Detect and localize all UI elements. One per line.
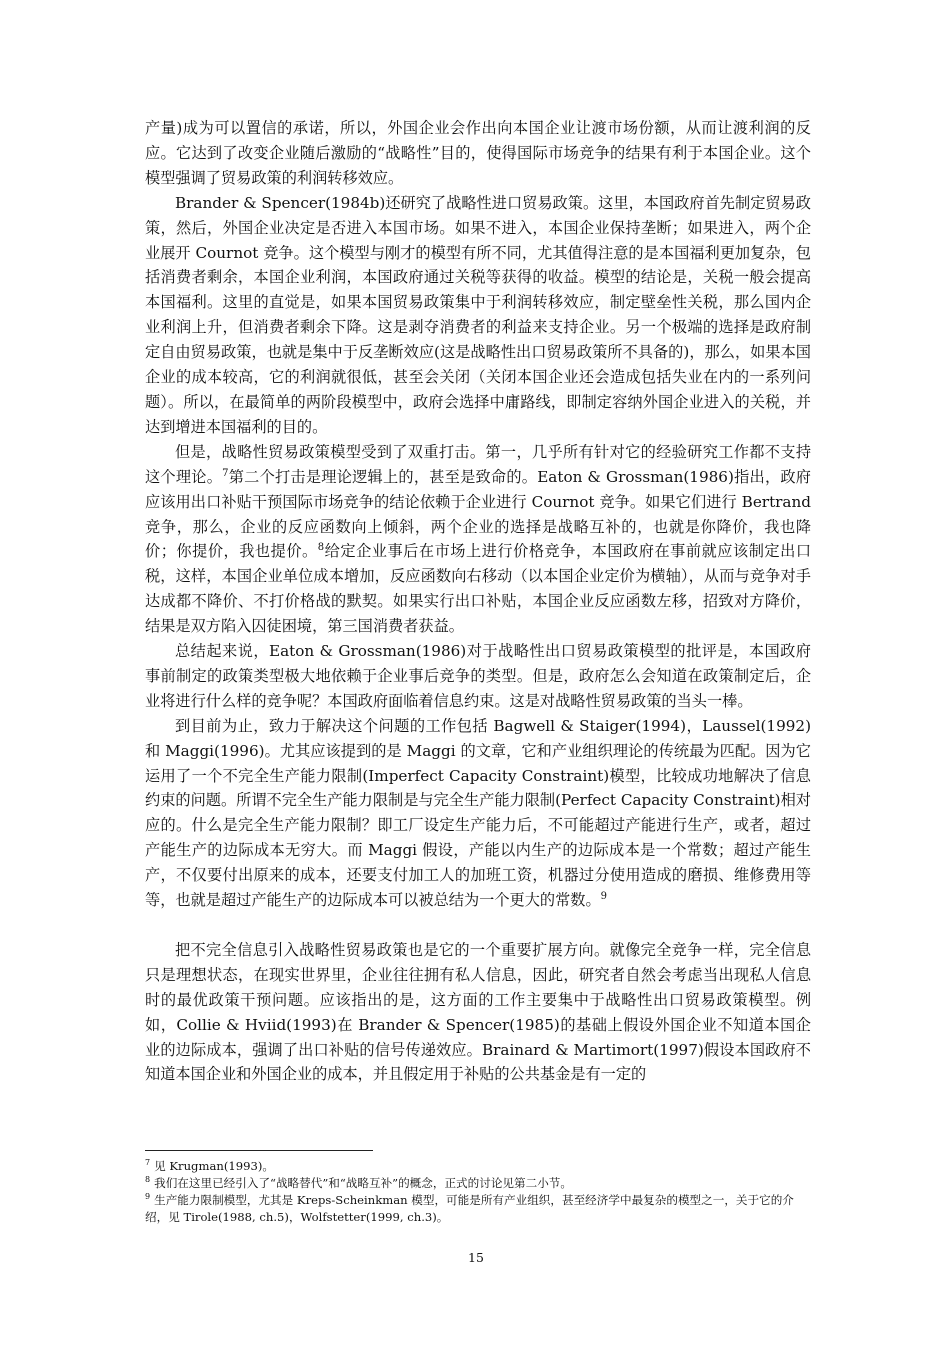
paragraph-5 — [145, 714, 811, 913]
footnote-7 — [145, 1158, 811, 1175]
footnote-ref-7[interactable]: 7 — [222, 467, 229, 479]
paragraph-3-text-c: 给定企业事后在市场上进行价格竞争，本国政府在事前就应该制定出口税，这样，本国企业单位成本增加，反应函数向右移动（以本国企业定价为横轴），从而与竞争对手达成都不降价、不打价格战的默契。如果实行出口补贴，本国企业反应函数左移，招致对方降价，结果是双方陷入囚徒困境，第三国消费者获益。 — [145, 542, 812, 636]
body-text — [145, 116, 811, 1087]
paragraph-3-text-b: 第二个打击是理论逻辑上的，甚至是致命的。Eaton & Grossman(1986)指出，政府应该用出口补贴干预国际市场竞争的结论依赖于企业进行 Cournot 竞争。如果它们进行 Bertrand 竞争，那么，企业的反应函数向上倾斜，两个企业的选择是战略互补的，也就是你降价，我也降价；你提价，我也提价。 — [145, 467, 811, 561]
footnote-8 — [145, 1175, 811, 1192]
paragraph-1-text: 产量)成为可以置信的承诺，所以，外国企业会作出向本国企业让渡市场份额，从而让渡利润的反应。它达到了改变企业随后激励的“战略性”目的，使得国际市场竞争的结果有利于本国企业。这个模型强调了贸易政策的利润转移效应。 — [145, 119, 811, 187]
page-number: 15 — [468, 1250, 484, 1265]
footnote-number: 7 — [145, 1158, 151, 1168]
footnote-text: 我们在这里已经引入了“战略替代”和“战略互补”的概念，正式的讨论见第二小节。 — [154, 1176, 572, 1190]
footnotes — [145, 1158, 811, 1226]
footnote-text: 见 Krugman(1993)。 — [154, 1159, 274, 1173]
paragraph-2 — [145, 191, 811, 440]
paragraph-3 — [145, 440, 811, 639]
paragraph-6 — [145, 938, 811, 1087]
footnote-number: 9 — [145, 1192, 151, 1202]
paragraph-4 — [145, 639, 811, 714]
paragraph-2-text: Brander & Spencer(1984b)还研究了战略性进口贸易政策。这里，本国政府首先制定贸易政策，然后，外国企业决定是否进入本国市场。如果不进入，本国企业保持垄断；如果进入，两个企业展开 Cournot 竞争。这个模型与刚才的模型有所不同，尤其值得注意的是本国福利更加复杂，包括消费者剩余，本国企业利润，本国政府通过关税等获得的收益。模型的结论是，关税一般会提高本国福利。这里的直觉是，如果本国贸易政策集中于利润转移效应，制定壁垒性关税，那么国内企业利润上升，但消费者剩余下降。这是剥夺消费者的利益来支持企业。另一个极端的选择是政府制定自由贸易政策，也就是集中于反垄断效应(这是战略性出口贸易政策所不具备的)，那么，如果本国企业的成本较高，它的利润就很低，甚至会关闭（关闭本国企业还会造成包括失业在内的一系列问题）。所以，在最简单的两阶段模型中，政府会选择中庸路线，即制定容纳外国企业进入的关税，并达到增进本国福利的目的。 — [145, 193, 811, 436]
paragraph-1 — [145, 116, 811, 191]
paragraph-3-text-a: 但是，战略性贸易政策模型受到了双重打击。第一，几乎所有针对它的经验研究工作都不支持这个理论。 — [145, 442, 811, 486]
paragraph-4-text: 总结起来说，Eaton & Grossman(1986)对于战略性出口贸易政策模型的批评是，本国政府事前制定的政策类型极大地依赖于企业事后竞争的类型。但是，政府怎么会知道在政策制定后，企业将进行什么样的竞争呢？本国政府面临着信息约束。这是对战略性贸易政策的当头一棒。 — [145, 642, 811, 710]
footnote-ref-8[interactable]: 8 — [317, 542, 325, 554]
footnote-ref-9[interactable]: 9 — [600, 891, 607, 903]
footnote-divider — [145, 1150, 373, 1151]
paragraph-5-text: 到目前为止，致力于解决这个问题的工作包括 Bagwell & Staiger(1994)，Laussel(1992)和 Maggi(1996)。尤其应该提到的是 Maggi 的文章，它和产业组织理论的传统最为匹配。因为它运用了一个不完全生产能力限制(Imperfect Capacity Constraint)模型，比较成功地解决了信息约束的问题。所谓不完全生产能力限制是与完全生产能力限制(Perfect Capacity Constraint)相对应的。什么是完全生产能力限制？即工厂设定生产能力后，不可能超过产能进行生产，或者，超过产能生产的边际成本无穷大。而 Maggi 假设，产能以内生产的边际成本是一个常数；超过产能生产，不仅要付出原来的成本，还要支付加工人的加班工资，机器过分使用造成的磨损、维修费用等等，也就是超过产能生产的边际成本可以被总结为一个更大的常数。 — [145, 716, 811, 910]
footnote-9 — [145, 1192, 811, 1226]
paragraph-6-text: 把不完全信息引入战略性贸易政策也是它的一个重要扩展方向。就像完全竞争一样，完全信息只是理想状态，在现实世界里，企业往往拥有私人信息，因此，研究者自然会考虑当出现私人信息时的最优政策干预问题。应该指出的是，这方面的工作主要集中于战略性出口贸易政策模型。例如，Collie & Hviid(1993)在 Brander & Spencer(1985)的基础上假设外国企业不知道本国企业的边际成本，强调了出口补贴的信号传递效应。Brainard & Martimort(1997)假设本国政府不知道本国企业和外国企业的成本，并且假定用于补贴的公共基金是有一定的 — [145, 940, 811, 1084]
footnote-number: 8 — [145, 1175, 151, 1185]
footnote-text: 生产能力限制模型，尤其是 Kreps-Scheinkman 模型，可能是所有产业组织，甚至经济学中最复杂的模型之一，关于它的介绍，见 Tirole(1988, ch.5)，Wolfstetter(1999, ch.3)。 — [145, 1193, 794, 1224]
